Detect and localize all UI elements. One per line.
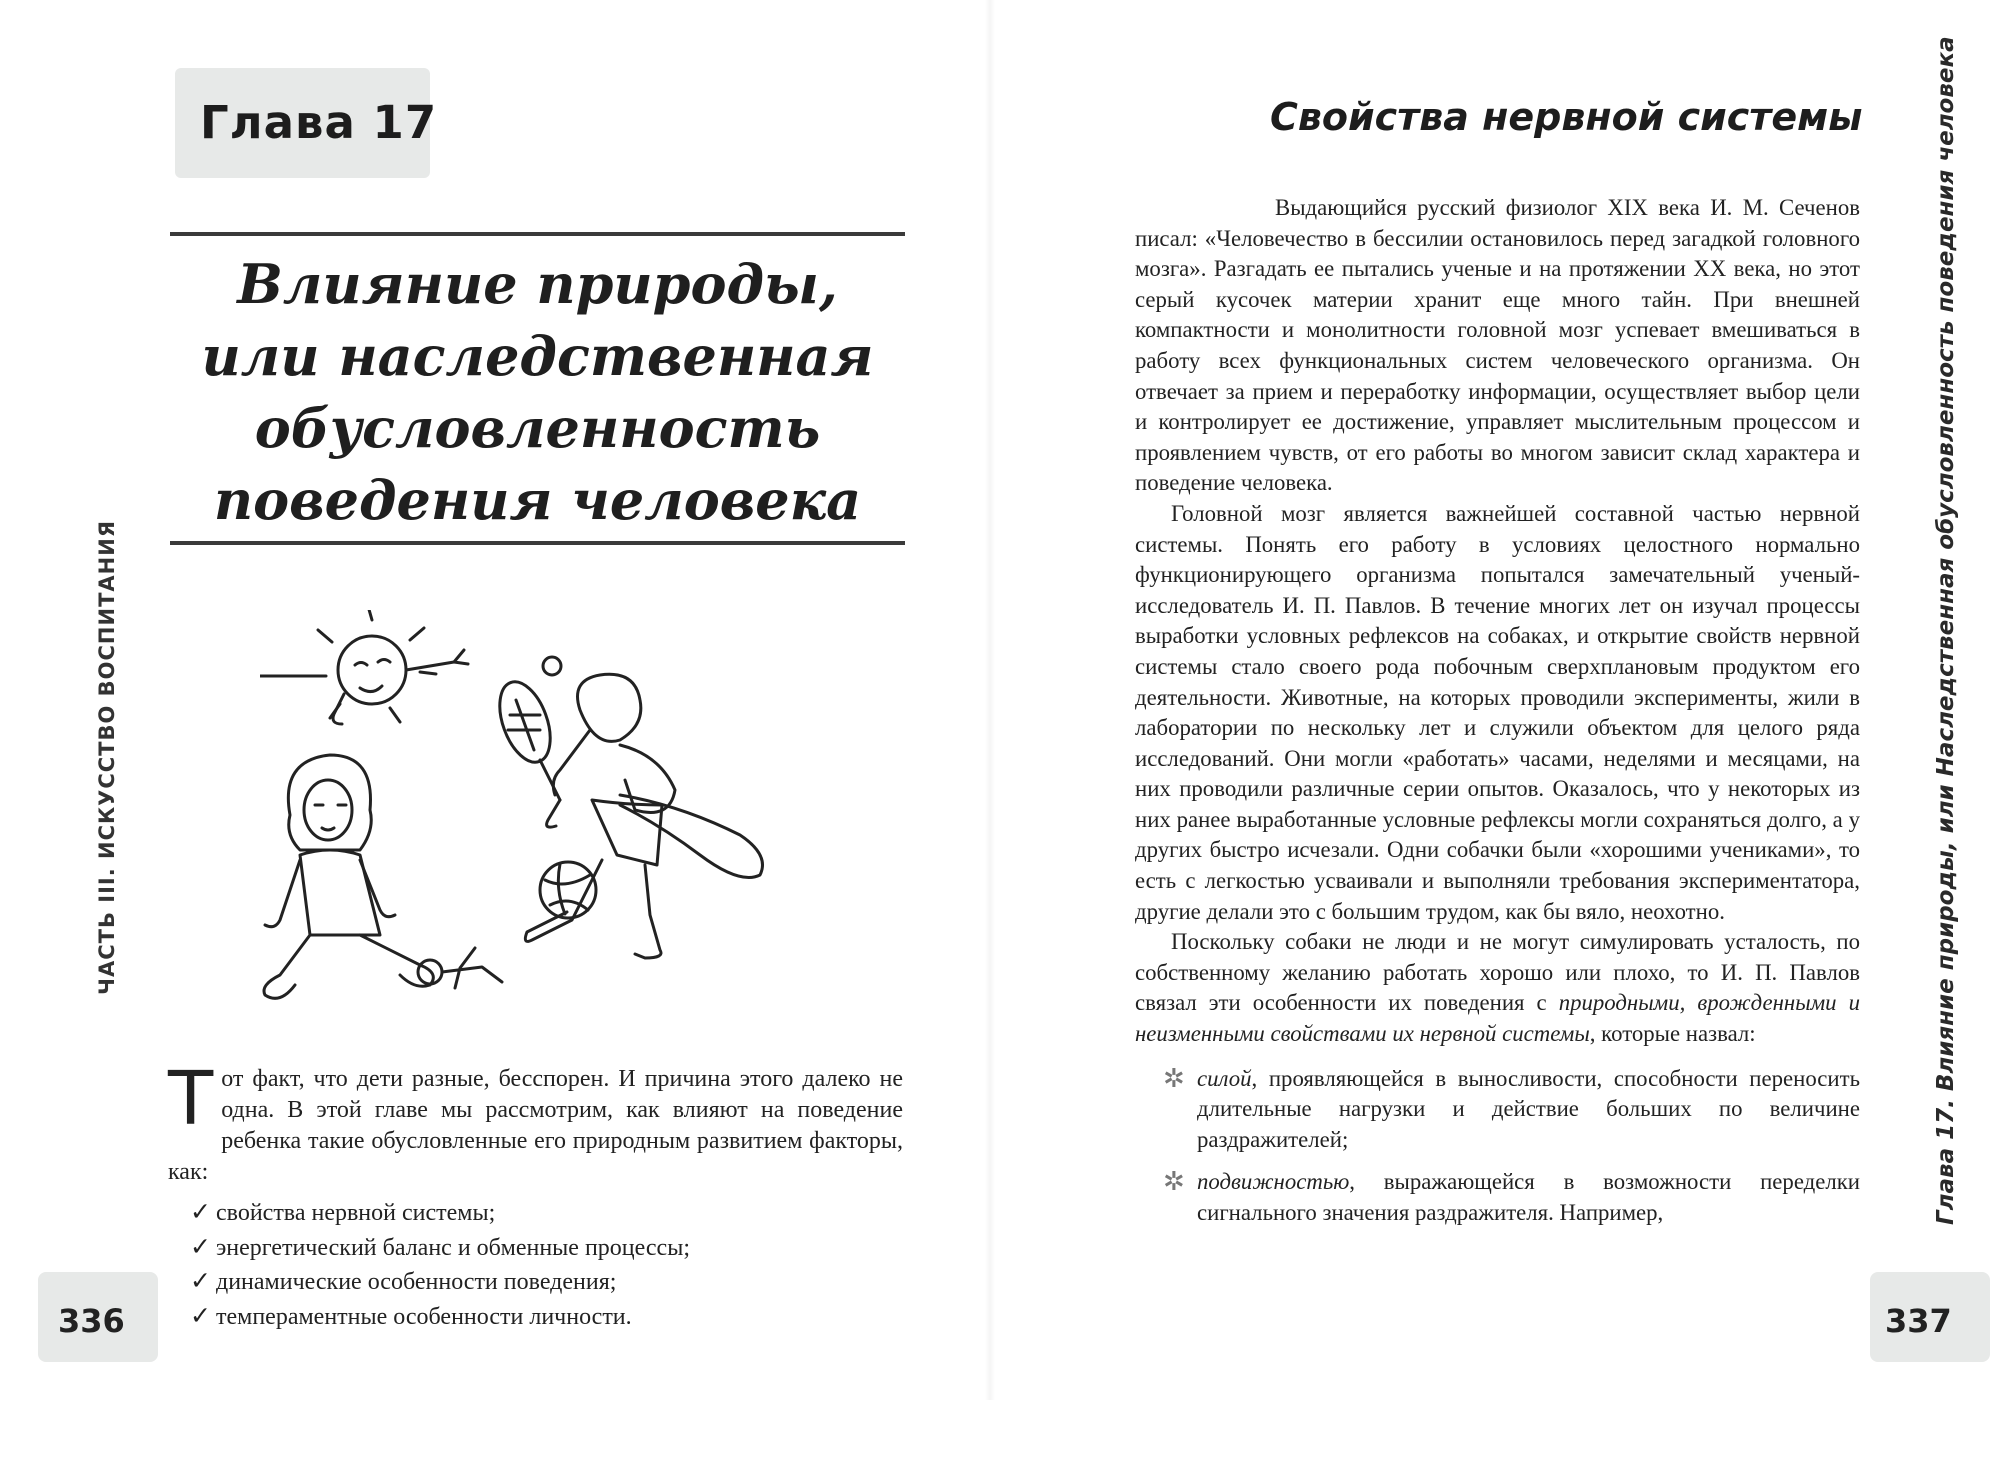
part-label: ЧАСТЬ III. ИСКУССТВО ВОСПИТАНИЯ [95,520,119,995]
girl-figure-icon [264,755,433,998]
list-item-text: , выражающейся в возможности переделки сигнального значения раздражителя. Например, [1197,1169,1860,1225]
book-gutter [985,0,995,1400]
asterisk-bullet-icon: ✲ [1163,1063,1185,1093]
list-item [190,1300,890,1335]
page-number: 337 [1885,1302,1952,1340]
checkmark-icon: ✓ [190,1233,211,1261]
chapter-title-line: Влияние природы, [237,252,838,316]
drop-cap: Т [168,1056,214,1142]
section-title: Свойства нервной системы [1270,95,1863,139]
properties-list [1135,1064,1860,1229]
title-rule-top [170,232,905,236]
chapter-label: Глава 17 [200,96,438,149]
list-term: подвижностью [1197,1169,1350,1195]
intro-paragraph [168,1056,903,1188]
list-item [1135,1167,1860,1228]
chapter-title [170,248,905,536]
asterisk-bullet-icon: ✲ [1163,1167,1185,1197]
children-playing-illustration [260,610,840,1030]
paragraph: Головной мозг является важнейшей составной частью нервной системы. Понять его работу в условиях целостного нормально функционирующего организма попытался замечательный ученый-исследователь И. П. Павлов. В течение многих лет он изучал процессы выработки условных рефлексов на собаках, и открытие свойств нервной системы стало своего рода побочным сверхплановым продуктом его деятельности. Животные, на которых проводили эксперименты, жили в лаборатории по нескольку лет и служили объектом для целого ряда исследований. Они могли «работать» часами, неделями и месяцами, на них проводили различные серии опытов. Оказалось, что у некоторых из них ранее выработанные условные рефлексы могли сохраняться долго, а у других быстро исчезали. Одни собачки были «хорошими учениками», то есть с легкостью усваивали и выполняли требования экспериментатора, другие делали это с большим трудом, как бы вяло, неохотно. [1135,500,1860,924]
running-head: Глава 17. Влияние природы, или Наследственная обусловленность поведения человека [1933,36,1959,1225]
list-item-text: , проявляющейся в выносливости, способности переносить длительные нагрузки и действие больших по величине раздражителей; [1197,1065,1860,1152]
checkmark-icon: ✓ [190,1268,211,1296]
checkmark-icon: ✓ [190,1199,211,1226]
page-number: 336 [58,1302,125,1340]
checkmark-icon: ✓ [190,1302,211,1330]
emphasis-text: природными, врожденными и неизменными свойствами их нервной системы [1135,990,1860,1047]
list-item-text: динамические особенности поведения; [216,1269,617,1296]
left-page [0,0,990,1477]
paragraph [1135,927,1860,1049]
intro-text: от факт, что дети разные, бесспорен. И причина этого далеко не одна. В этой главе мы рассмотрим, как влияют на поведение ребенка такие обусловленные его природным развитием факторы, как: [168,1066,903,1185]
sun-icon [260,610,468,724]
factor-checklist [190,1196,890,1334]
paragraph-text: Поскольку собаки не люди и не могут симулировать усталость, по собственному желанию работать хорошо или плохо, то И. П. Павлов связал эти особенности их поведения с [1135,929,1860,1016]
list-item [1135,1064,1860,1156]
boy-figure-icon [525,674,762,958]
list-item [190,1265,890,1300]
body-text [1135,193,1860,1241]
list-item-text: темпераментные особенности личности. [216,1303,632,1330]
tennis-ball-icon [543,657,561,675]
racket-icon [490,675,560,800]
list-item [190,1231,890,1266]
chapter-title-line: поведения человека [213,468,862,532]
list-item-text: свойства нервной системы; [216,1200,496,1226]
list-item [190,1196,890,1231]
chapter-title-line: или наследственная [201,324,874,388]
list-term: силой [1197,1065,1252,1091]
chapter-title-line: обусловленность [254,396,821,460]
paragraph: Выдающийся русский физиолог XIX века И. М. Сеченов писал: «Человечество в бессилии остановилось перед загадкой головного мозга». Разгадать ее пытались ученые и на протяжении XX века, но этот серый кусочек материи хранит еще много тайн. При внешней компактности и монолитности головной мозг успевает вмешиваться в работу всех функциональных систем человеческого организма. Он отвечает за прием и переработку информации, осуществляет выбор цели и контролирует ее достижение, управляет мыслительным процессом и проявлением чувств, от его работы во многом зависит склад характера и поведение человека. [1135,195,1860,496]
list-item-text: энергетический баланс и обменные процессы; [216,1234,690,1261]
title-rule-bottom [170,541,905,545]
paragraph-text: , которые назвал: [1589,1021,1756,1047]
